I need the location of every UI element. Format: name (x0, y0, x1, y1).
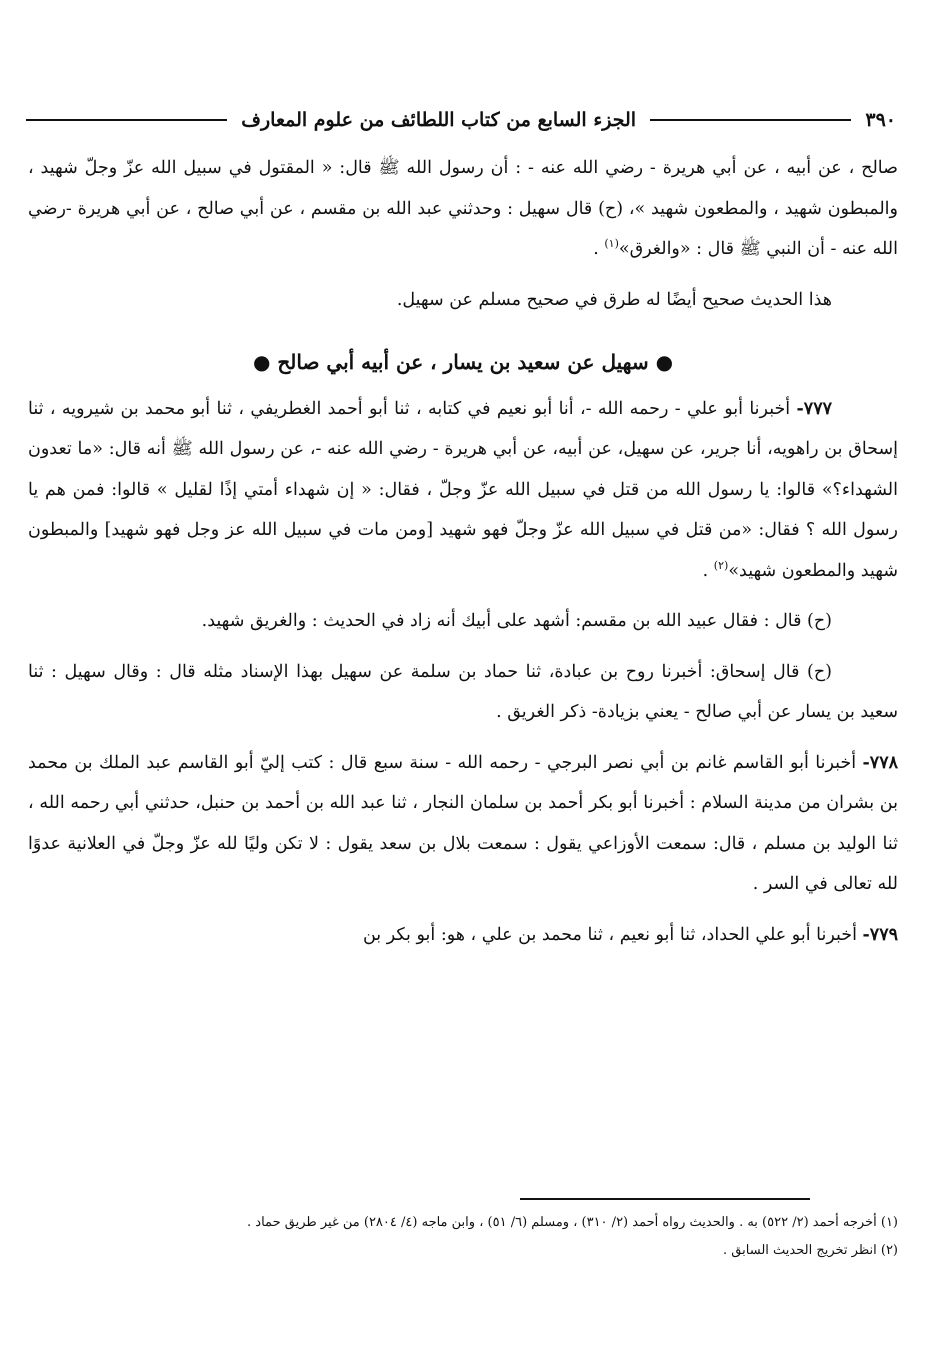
main-text (28, 148, 898, 955)
hadith-779 (28, 915, 898, 956)
hadith-text: أخبرنا أبو علي الحداد، ثنا أبو نعيم ، ثنا محمد بن علي ، هو: أبو بكر بن (362, 924, 863, 945)
footnotes (28, 1210, 898, 1266)
footnote-separator (520, 1198, 810, 1200)
header-rule-right (650, 119, 851, 121)
hadith-text: أخبرنا أبو القاسم غانم بن أبي نصر البرجي - رحمه الله - سنة سبع قال : كتب إليّ أبو القاسم عبد الملك بن محمد بن بشران من مدينة السلام : أخبرنا أبو بكر أحمد بن سلمان النجار ، ثنا عبد الله بن أحمد بن حنبل، حدثني أبي رحمه الله ، ثنا الوليد بن مسلم ، قال: سمعت الأوزاعي يقول : سمعت بلال بن سعد يقول : لا تكن وليًا لله عزّ وجلّ في العلانية عدوًا لله تعالى في السر . (28, 752, 898, 894)
footnote-ref-2: (٢) (713, 558, 729, 572)
paragraph-chain-1: (ح) قال : فقال عبيد الله بن مقسم: أشهد على أبيك أنه زاد في الحديث : والغريق شهيد. (201, 611, 832, 631)
page-number: ٣٩٠ (865, 109, 896, 131)
hadith-number: ٧٧٩- (862, 924, 898, 945)
footnote-1: (١) أخرجه أحمد (٢/ ٥٢٢) به . والحديث رواه أحمد (٢/ ٣١٠) ، ومسلم (٦/ ٥١) ، وابن ماجه (٤/ ٢٨٠٤) من غير طريق حماد . (247, 1215, 898, 1230)
paragraph-end: . (702, 560, 714, 581)
paragraph-text: صالح ، عن أبيه ، عن أبي هريرة - رضي الله عنه - : أن رسول الله ﷺ قال: « المقتول في سبيل الله عزّ وجلّ شهيد ، والمبطون شهيد ، والمطعون شهيد »، (ح) قال سهيل : وحدثني عبد الله بن مقسم ، عن أبي صالح ، عن أبي هريرة -رضي الله عنه - أن النبي ﷺ قال : «والغرق» (28, 158, 898, 259)
paragraph-end: . (593, 239, 605, 259)
footnote-2: (٢) انظر تخريج الحديث السابق . (723, 1243, 898, 1258)
hadith-text: أخبرنا أبو علي - رحمه الله -، أنا أبو نعيم في كتابه ، ثنا أبو أحمد الغطريفي ، ثنا أبو محمد بن شيرويه ، ثنا إسحاق بن راهويه، أنا جرير، عن سهيل، عن أبيه، عن أبي هريرة - رضي الله عنه -، عن رسول الله ﷺ أنه قال: «ما تعدون الشهداء؟» قالوا: يا رسول الله من قتل في سبيل الله عزّ وجلّ ، فقال: « إن شهداء أمتي إذًا لقليل » قالوا: فمن هم يا رسول الله ؟ فقال: «من قتل في سبيل الله عزّ وجلّ فهو شهيد [ومن مات في سبيل الله عز وجل فهو شهيد] والمبطون شهيد والمطعون شهيد» (28, 398, 898, 581)
paragraph-continuation (28, 148, 898, 270)
paragraph-note: هذا الحديث صحيح أيضًا له طرق في صحيح مسلم عن سهيل. (396, 289, 832, 310)
hadith-number: ٧٧٧- (796, 398, 832, 419)
page-header (26, 100, 896, 140)
hadith-778 (28, 743, 898, 905)
section-heading: ● سهيل عن سعيد بن يسار ، عن أبيه أبي صالح ● (252, 350, 674, 374)
footnote-ref-1: (١) (604, 237, 619, 251)
hadith-777 (28, 389, 898, 592)
hadith-number: ٧٧٨- (862, 752, 898, 773)
paragraph-chain-2: (ح) قال إسحاق: أخبرنا روح بن عبادة، ثنا حماد بن سلمة عن سهيل بهذا الإسناد مثله قال : وقال سهيل : ثنا سعيد بن يسار عن أبي صالح - يعني بزيادة- ذكر الغريق . (28, 661, 898, 722)
header-rule-left (26, 119, 227, 121)
running-title: الجزء السابع من كتاب اللطائف من علوم المعارف (241, 109, 637, 131)
